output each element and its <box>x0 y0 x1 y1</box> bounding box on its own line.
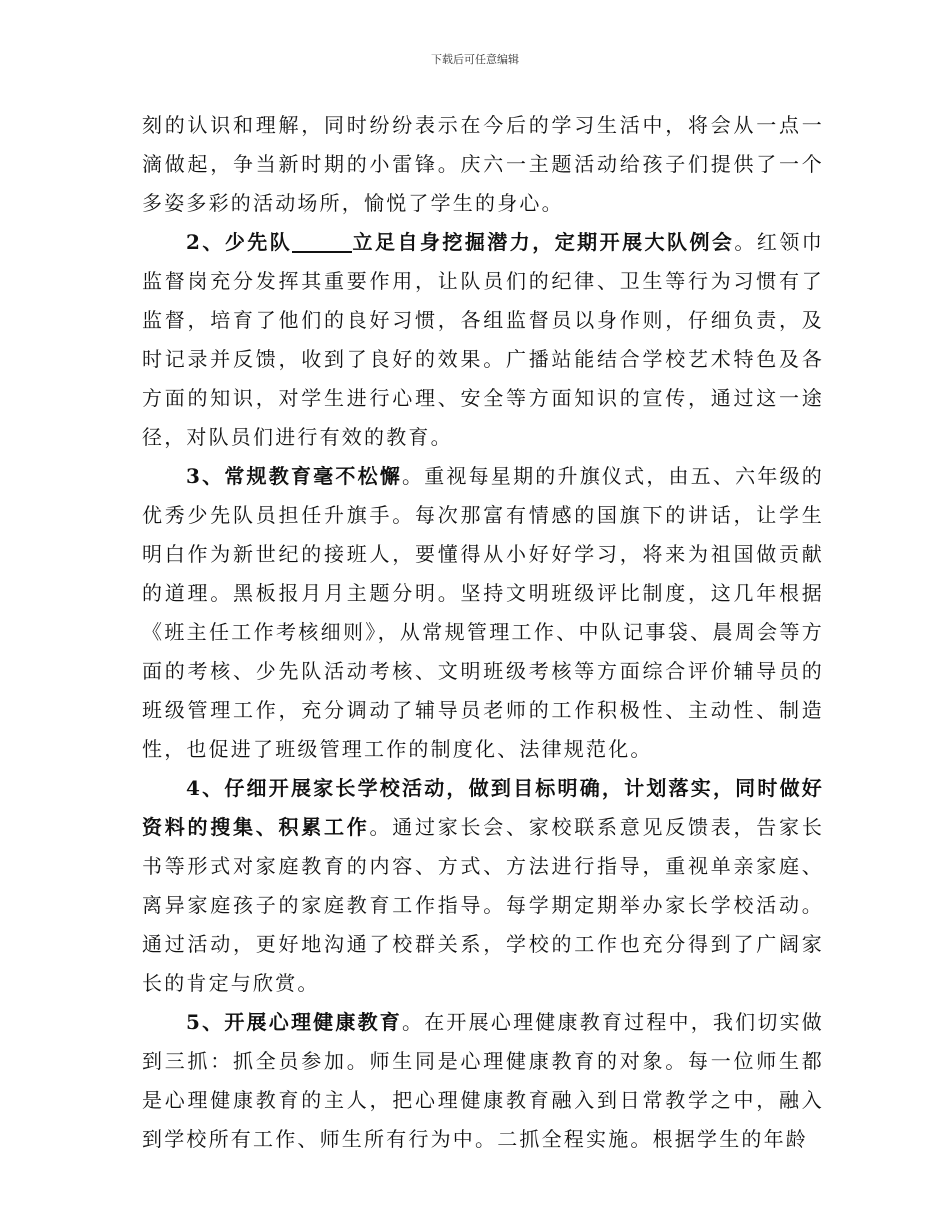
paragraph-parent-school <box>142 769 824 1003</box>
paragraph-heading: 3、常规教育毫不松懈 <box>186 464 403 488</box>
paragraph-heading: 4、仔细开展家长学校活动，做到目标明确，计划落实，同时做好资料的搜集、积累工作 <box>142 776 824 839</box>
paragraph-body-text: 刻的认识和理解，同时纷纷表示在今后的学习生活中，将会从一点一滴做起，争当新时期的小雷锋。庆六一主题活动给孩子们提供了一个多姿多彩的活动场所，愉悦了学生的身心。 <box>142 113 824 215</box>
paragraph-body-text: 。在开展心理健康教育过程中，我们切实做到三抓：抓全员参加。师生同是心理健康教育的对象。每一位师生都是心理健康教育的主人，把心理健康教育融入到日常教学之中，融入到学校所有工作、师生所有行为中。二抓全程实施。根据学生的年龄 <box>142 1010 824 1151</box>
paragraph-continuation <box>142 106 824 223</box>
document-body <box>142 106 824 1159</box>
fill-in-blank <box>292 231 352 253</box>
paragraph-body-text: 。重视每星期的升旗仪式，由五、六年级的优秀少先队员担任升旗手。每次那富有情感的国旗下的讲话，让学生明白作为新世纪的接班人，要懂得从小好好学习，将来为祖国做贡献的道理。黑板报月月主题分明。坚持文明班级评比制度，这几年根据《班主任工作考核细则》，从常规管理工作、中队记事袋、晨周会等方面的考核、少先队活动考核、文明班级考核等方面综合评价辅导员的班级管理工作，充分调动了辅导员老师的工作积极性、主动性、制造性，也促进了班级管理工作的制度化、法律规范化。 <box>142 464 824 761</box>
paragraph-mental-health <box>142 1003 824 1159</box>
paragraph-routine-education <box>142 457 824 769</box>
paragraph-body-text: 。通过家长会、家校联系意见反馈表，告家长书等形式对家庭教育的内容、方式、方法进行指导，重视单亲家庭、离异家庭孩子的家庭教育工作指导。每学期定期举办家长学校活动。通过活动，更好地沟通了校群关系，学校的工作也充分得到了广阔家长的肯定与欣赏。 <box>142 815 825 995</box>
paragraph-heading: 2、少先队 <box>186 230 293 254</box>
paragraph-heading-continued: 立足自身挖掘潜力，定期开展大队例会 <box>352 230 735 254</box>
paragraph-young-pioneers <box>142 223 824 457</box>
paragraph-heading: 5、开展心理健康教育 <box>186 1010 403 1034</box>
page-header: 下载后可任意编辑 <box>431 53 519 66</box>
paragraph-body-text: 。红领巾监督岗充分发挥其重要作用，让队员们的纪律、卫生等行为习惯有了监督，培育了他们的良好习惯，各组监督员以身作则，仔细负责，及时记录并反馈，收到了良好的效果。广播站能结合学校艺术特色及各方面的知识，对学生进行心理、安全等方面知识的宣传，通过这一途径，对队员们进行有效的教育。 <box>142 230 824 449</box>
